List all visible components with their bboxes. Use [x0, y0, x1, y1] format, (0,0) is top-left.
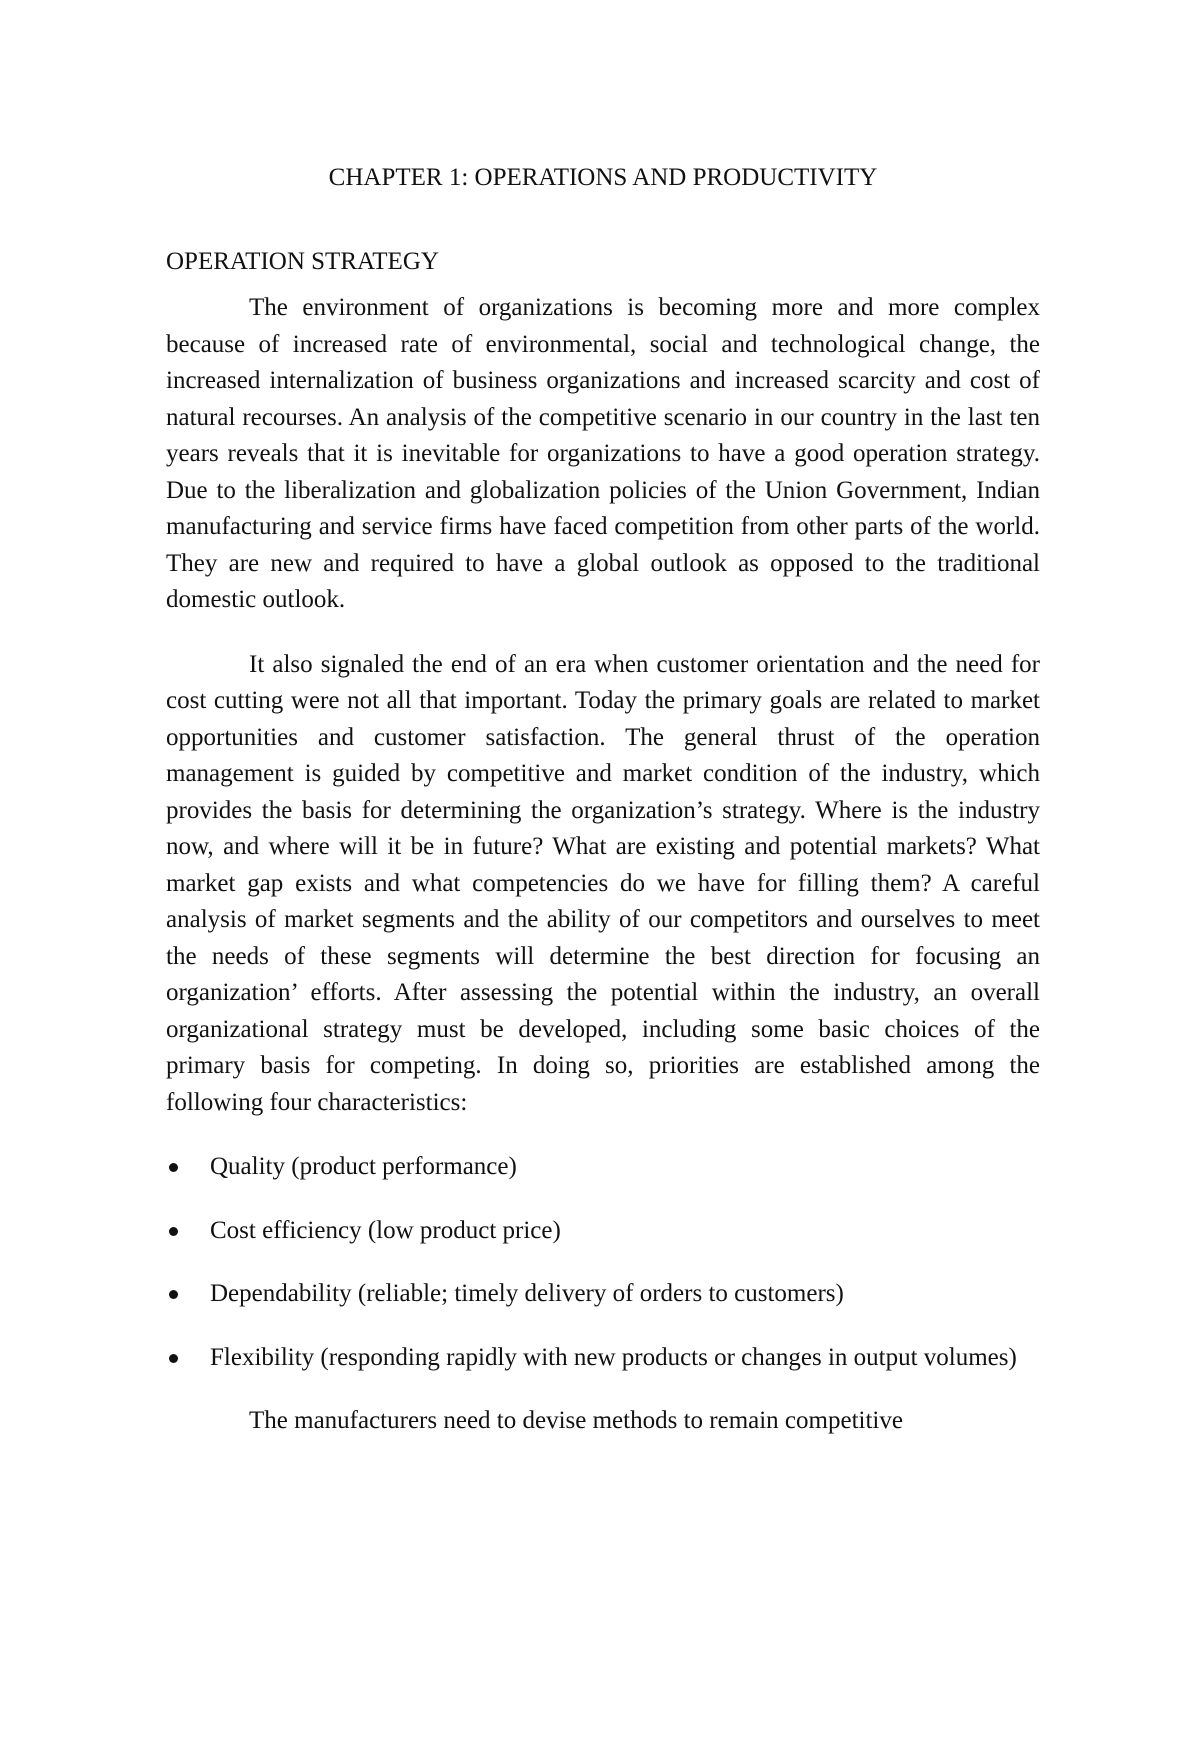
paragraph-environment: The environment of organizations is becoming more and more complex because of increased rate of environmental, social and technological change, the increased internalization of business organizations and increased scarcity and cost of natural recourses. An analysis of the competitive scenario in our country in the last ten years reveals that it is inevitable for organizations to have a good operation strategy. Due to the liberalization and globalization policies of the Union Government, Indian manufacturing and service firms have faced competition from other parts of the world. They are new and required to have a global outlook as opposed to the traditional domestic outlook. — [166, 294, 1040, 613]
bullet-icon — [169, 1227, 178, 1236]
bullet-icon — [169, 1354, 178, 1363]
section-heading: OPERATION STRATEGY — [166, 248, 439, 275]
list-item — [166, 1340, 1040, 1377]
list-item — [166, 1276, 1040, 1313]
bullet-icon — [169, 1163, 178, 1172]
list-item-text: Flexibility (responding rapidly with new products or changes in output volumes) — [210, 1343, 1017, 1371]
paragraph-manufacturers: The manufacturers need to devise methods to remain competitive — [249, 1407, 903, 1434]
list-item-text: Dependability (reliable; timely delivery of orders to customers) — [210, 1280, 844, 1307]
paragraph-era: It also signaled the end of an era when customer orientation and the need for cost cutting were not all that important. Today the primary goals are related to market opportunities and customer satisfaction. The general thrust of the operation management is guided by competitive and market condition of the industry, which provides the basis for determining the organization’s strategy. Where is the industry now, and where will it be in future? What are existing and potential markets? What market gap exists and what competencies do we have for filling them? A careful analysis of market segments and the ability of our competitors and ourselves to meet the needs of these segments will determine the best direction for focusing an organization’ efforts. After assessing the potential within the industry, an overall organizational strategy must be developed, including some basic choices of the primary basis for competing. In doing so, priorities are established among the following four characteristics: — [166, 650, 1040, 1116]
characteristics-list — [166, 1149, 1040, 1376]
list-item — [166, 1213, 1040, 1250]
list-item — [166, 1149, 1040, 1186]
chapter-title: CHAPTER 1: OPERATIONS AND PRODUCTIVITY — [328, 164, 878, 191]
list-item-text: Quality (product performance) — [210, 1153, 517, 1180]
bullet-icon — [169, 1290, 178, 1299]
list-item-text: Cost efficiency (low product price) — [210, 1216, 561, 1244]
page-content — [166, 160, 1040, 1440]
